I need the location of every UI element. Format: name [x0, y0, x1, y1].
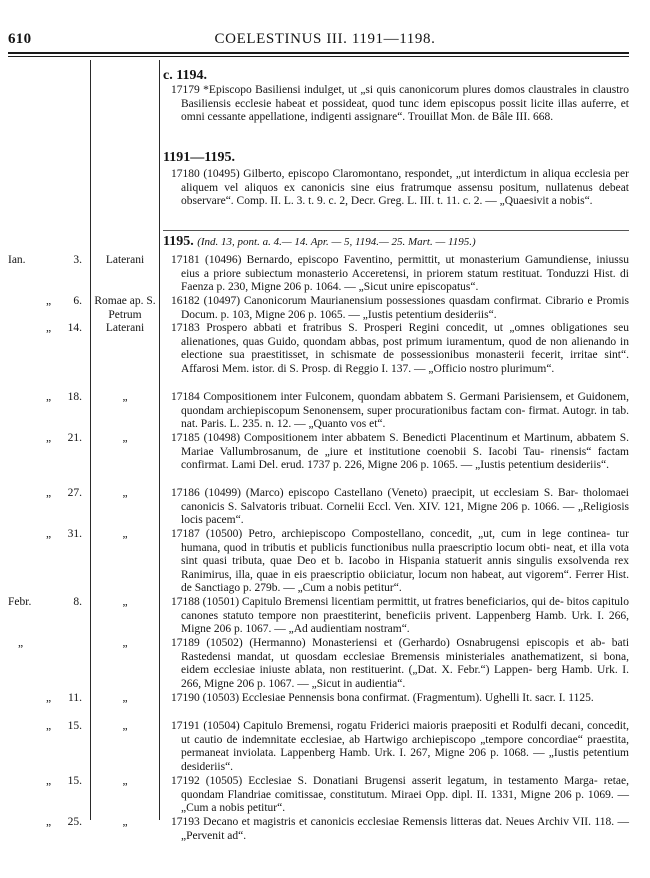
entry-17180	[163, 168, 629, 209]
entry-17192: 17192 (10505) Ecclesiae S. Donatiani Brugensi asserit legatum, in testamento Marga- retae, quondam Flandriae comitissae, constitutum. Miraei Opp. dipl. II. 1331, Migne 206 p. 1069. — „Cum a nobis petitur“.	[171, 775, 630, 815]
place-cell: „	[122, 487, 128, 499]
entry-text: 17180 (10495) Gilberto, episcopo Claromontano, respondet, „ut interdictum in aliqua ecclesia per aliquem vel aliquos ex canonicis sine eius fratrumque assensu positum, nullatenus debeat observare“. Comp. II. L. 3. t. 9. c. 2, Decr. Greg. L. III. t. 11. c. 2. — „Quaesivit a nobis“.	[171, 168, 629, 208]
entry-17186: 17186 (10499) (Marco) episcopo Castellano (Veneto) praecipit, ut ecclesiam S. Bar- tholomaei canonicis S. Salvatoris tribuat. Cornelii Eccl. Ven. XIV. 121, Migne 206 p. 1066. — „Religiosis locis pacem“.	[171, 487, 630, 527]
place-cell: „	[122, 692, 128, 704]
entry-text: 17179 *Episcopo Basiliensi indulget, ut „si quis canonicorum plures domos claustrales in claustro Basiliensis ecclesie habeat et possideat, quod tunc idem episcopus possit licite illas auferre, et omni cessante appellatione, indigenti assignare“. Trouillat Mon. de Bâle III. 668.	[171, 84, 629, 124]
running-header	[0, 31, 650, 51]
place-cell: „	[122, 596, 128, 608]
place-cell: „	[122, 391, 128, 403]
entry-17191: 17191 (10504) Capitulo Bremensi, rogatu Friderici maioris praepositi et Rodulfi decani, concedit, ut cautio de indemnitate ecclesiae, ab Hartwigo archiepiscopo „tempore concordiae“ praestita, permaneat inviolata. Lappenberg Hamb. Urk. I. 267, Migne 206 p. 1068. — „Iustis petentium desideriis“.	[171, 720, 629, 773]
page-number: 610	[8, 31, 32, 47]
entry-17193: 17193 Decano et magistris et canonicis ecclesiae Remensis litteras dat. Neues Archiv VII. 118. — „Pervenit ad“.	[171, 816, 629, 842]
entry-17185: 17185 (10498) Compositionem inter abbatem S. Benedicti Placentinum et Martinum, abbatem S. Mariae Vallumbrosanum, de „iure et institutione coenobii S. Iacobi Tau- rinensis“ factam confirmat. Lami Del. erud. 1737 p. 226, Migne 206 p. 1065. — „Iustis petentium desideriis“.	[171, 432, 629, 472]
column-rule-place	[159, 60, 160, 820]
section-year: 1195.	[163, 234, 194, 249]
entry-17187: 17187 (10500) Petro, archiepiscopo Compostellano, concedit, „ut, cum in lege continea- tur humana, quod in tributis et publicis functionibus nulla praescriptio locum obti- neat, et illa vota sint quasi tributa, quae Deo et b. Iacobo in Hispania statuerit annis singulis exsolvenda rex Ranimirus, illa, quae in eis praescriptio obiiciatur, locum non habeat, aut vigorem“. Ferrer Hist. de Sanctiago p. 279b. — „Cum a nobis petitur“.	[171, 528, 630, 595]
entry-17189: 17189 (10502) (Hermanno) Monasteriensi et (Gerhardo) Osnabrugensi episcopis et ab- bati Rastedensi mandat, ut quosdam ecclesiae Bremensis ministeriales anathematizent, si bona, eidem ecclesiae iniuste ablata, non restituerint. („Dat. X. Febr.“) Lappen- berg Hamb. Urk. I. 266, Migne 206 p. 1067. — „Sicut in audientia“.	[171, 637, 630, 690]
header-rule-thin	[8, 56, 629, 57]
entry-17181: 17181 (10496) Bernardo, episcopo Faventino, permittit, ut monasterium Gamundiense, iniussu eius a priore subiectum monasterio Acceretensi, in priorem statum restituat. Tonduzzi Hist. di Faenza p. 230, Migne 206 p. 1064. — „Sicut unire episcopatus“.	[171, 254, 629, 294]
place-cell: Laterani	[105, 322, 145, 334]
entry-17190: 17190 (10503) Ecclesiae Pennensis bona confirmat. (Fragmentum). Ughelli It. sacr. I. 1125.	[171, 692, 594, 704]
place-cell: „	[122, 528, 128, 540]
entry-17183: 17183 Prospero abbati et fratribus S. Prosperi Regini concedit, ut „omnes obligationes seu alienationes, quas Guido, quondam abbas, post primum iuramentum, quod de non alienando in electione sua praestitisset, in schismate de possessionibus monasterii fecerit, irritae sint“. Affarosi Mem. istor. di S. Prosp. di Reggio I. 137. — „Officio nostro plurimum“.	[171, 322, 630, 375]
section-heading-1191-1195: 1191—1195.	[163, 150, 235, 165]
running-title	[0, 31, 650, 48]
column-rule-date	[90, 60, 91, 820]
place-cell: Romae ap. S. Petrum	[94, 295, 156, 321]
running-title-years: 1191—1198.	[351, 31, 436, 47]
place-cell: „	[122, 775, 128, 787]
entry-16182: 16182 (10497) Canonicorum Maurianensium possessiones quasdam confirmat. Cibrario e Promis Docum. p. 103, Migne 206 p. 1065. — „Iustis petentium desideriis“.	[171, 295, 629, 321]
entry-17188: 17188 (10501) Capitulo Bremensi licentiam permittit, ut fratres beneficiarios, qui de- bitos capitulo canones statuto tempore non praestiterint, beneficiis privent. Lappenberg Hamb. Urk. I. 266, Migne 206 p. 1067. — „Ad audientiam nostram“.	[171, 596, 629, 636]
entry-17179	[163, 84, 629, 125]
place-cell: Laterani	[105, 254, 145, 266]
entry-17184: 17184 Compositionem inter Fulconem, quondam abbatem S. Germani Parisiensem, et Guidonem, quondam archiepiscopum Senonensem, super procurationibus factam con- firmat. Autogr. in tab. nat. Paris. L. 235. n. 12. — „Quanto vos et“.	[171, 391, 629, 431]
place-cell: „	[122, 816, 128, 828]
header-rule-thick	[8, 52, 629, 54]
section-divider	[163, 230, 629, 231]
running-title-pope: COELESTINUS III.	[214, 31, 348, 47]
place-cell: „	[122, 637, 128, 649]
section-heading-1195	[163, 234, 476, 250]
section-heading-c1194: c. 1194.	[163, 68, 207, 83]
place-cell: „	[122, 720, 128, 732]
place-cell: „	[122, 432, 128, 444]
section-indiction: (Ind. 13, pont. a. 4.— 14. Apr. — 5, 1194.— 25. Mart. — 1195.)	[197, 236, 476, 248]
